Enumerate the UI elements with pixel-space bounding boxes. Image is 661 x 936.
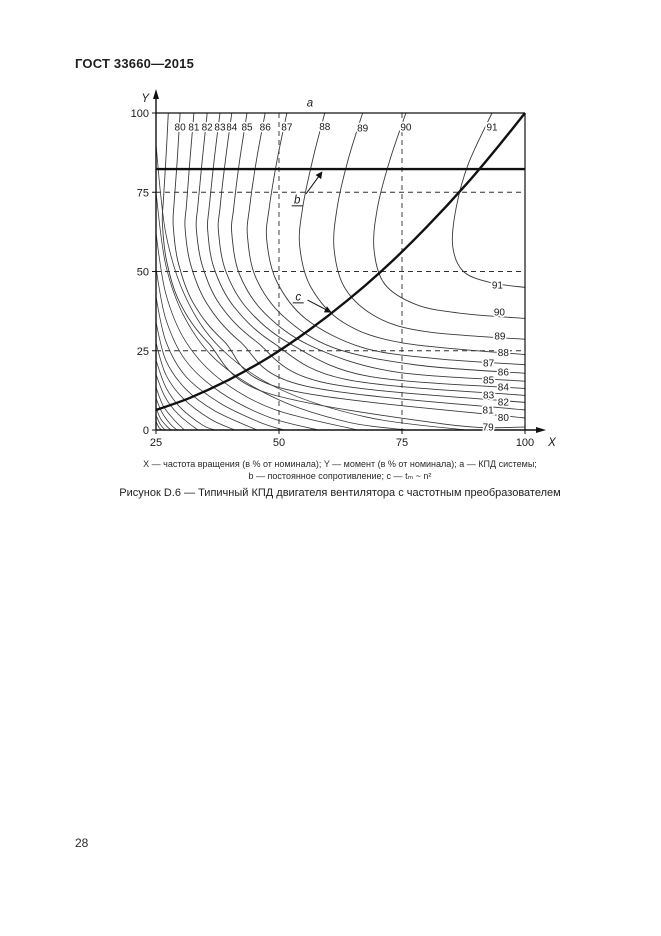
- svg-text:88: 88: [319, 121, 331, 133]
- svg-text:81: 81: [482, 405, 494, 417]
- x-axis-arrow-icon: [536, 427, 546, 433]
- svg-text:25: 25: [149, 437, 163, 449]
- svg-text:83: 83: [214, 122, 226, 134]
- legend-line-1: X — частота вращения (в % от номинала); Y — момент (в % от номинала); a — КПД системы;: [143, 459, 537, 469]
- document-title: ГОСТ 33660—2015: [75, 56, 194, 71]
- contour-87: [266, 113, 525, 365]
- y-axis-arrow-icon: [153, 89, 159, 99]
- svg-text:85: 85: [241, 122, 253, 134]
- svg-text:84: 84: [226, 122, 238, 134]
- contour-79: [162, 113, 525, 428]
- svg-text:90: 90: [400, 122, 412, 134]
- svg-text:50: 50: [136, 266, 149, 279]
- contour-85: [231, 113, 525, 381]
- svg-text:86: 86: [259, 122, 271, 134]
- svg-text:86: 86: [497, 367, 509, 379]
- svg-text:100: 100: [130, 108, 149, 120]
- annotation-label-a: a: [306, 97, 314, 110]
- annotation-label-c: c: [295, 291, 302, 304]
- svg-text:75: 75: [136, 187, 149, 200]
- contour-91: [452, 113, 525, 287]
- svg-text:87: 87: [483, 358, 495, 370]
- figure-legend: [70, 458, 610, 482]
- svg-text:75: 75: [395, 437, 409, 449]
- svg-text:80: 80: [174, 122, 186, 134]
- contour-83: [207, 113, 525, 395]
- svg-text:88: 88: [497, 348, 509, 360]
- svg-text:100: 100: [515, 437, 535, 449]
- svg-text:Y: Y: [141, 93, 149, 105]
- annotation-arrow-b: [306, 172, 322, 194]
- contour-88: [299, 113, 525, 355]
- svg-text:81: 81: [188, 122, 200, 134]
- svg-text:87: 87: [281, 122, 293, 134]
- svg-text:0: 0: [142, 425, 149, 437]
- page-number: 28: [75, 836, 89, 850]
- svg-text:83: 83: [483, 390, 495, 402]
- svg-text:85: 85: [483, 375, 495, 387]
- svg-text:80: 80: [497, 413, 509, 425]
- svg-text:91: 91: [486, 122, 498, 134]
- contour-86: [247, 113, 525, 373]
- legend-line-2: b — постоянное сопротивление; c — tₘ ~ n²: [248, 471, 432, 481]
- fan-load-curve-c: [156, 113, 525, 410]
- svg-text:82: 82: [497, 397, 509, 409]
- figure-caption: Рисунок D.6 — Типичный КПД двигателя вентилятора с частотным преобразователем: [119, 487, 561, 499]
- svg-text:89: 89: [494, 331, 506, 343]
- svg-text:82: 82: [201, 122, 213, 134]
- svg-text:89: 89: [357, 123, 369, 135]
- svg-text:84: 84: [497, 382, 509, 394]
- contour-82: [196, 113, 525, 402]
- contour-84: [218, 113, 525, 389]
- annotation-arrow-c: [308, 300, 331, 312]
- svg-text:X: X: [548, 437, 556, 449]
- svg-text:25: 25: [136, 345, 149, 358]
- svg-text:50: 50: [272, 437, 286, 449]
- svg-text:91: 91: [491, 280, 504, 292]
- svg-text:90: 90: [493, 307, 505, 319]
- annotation-label-b: b: [294, 194, 301, 207]
- svg-text:79: 79: [482, 422, 494, 434]
